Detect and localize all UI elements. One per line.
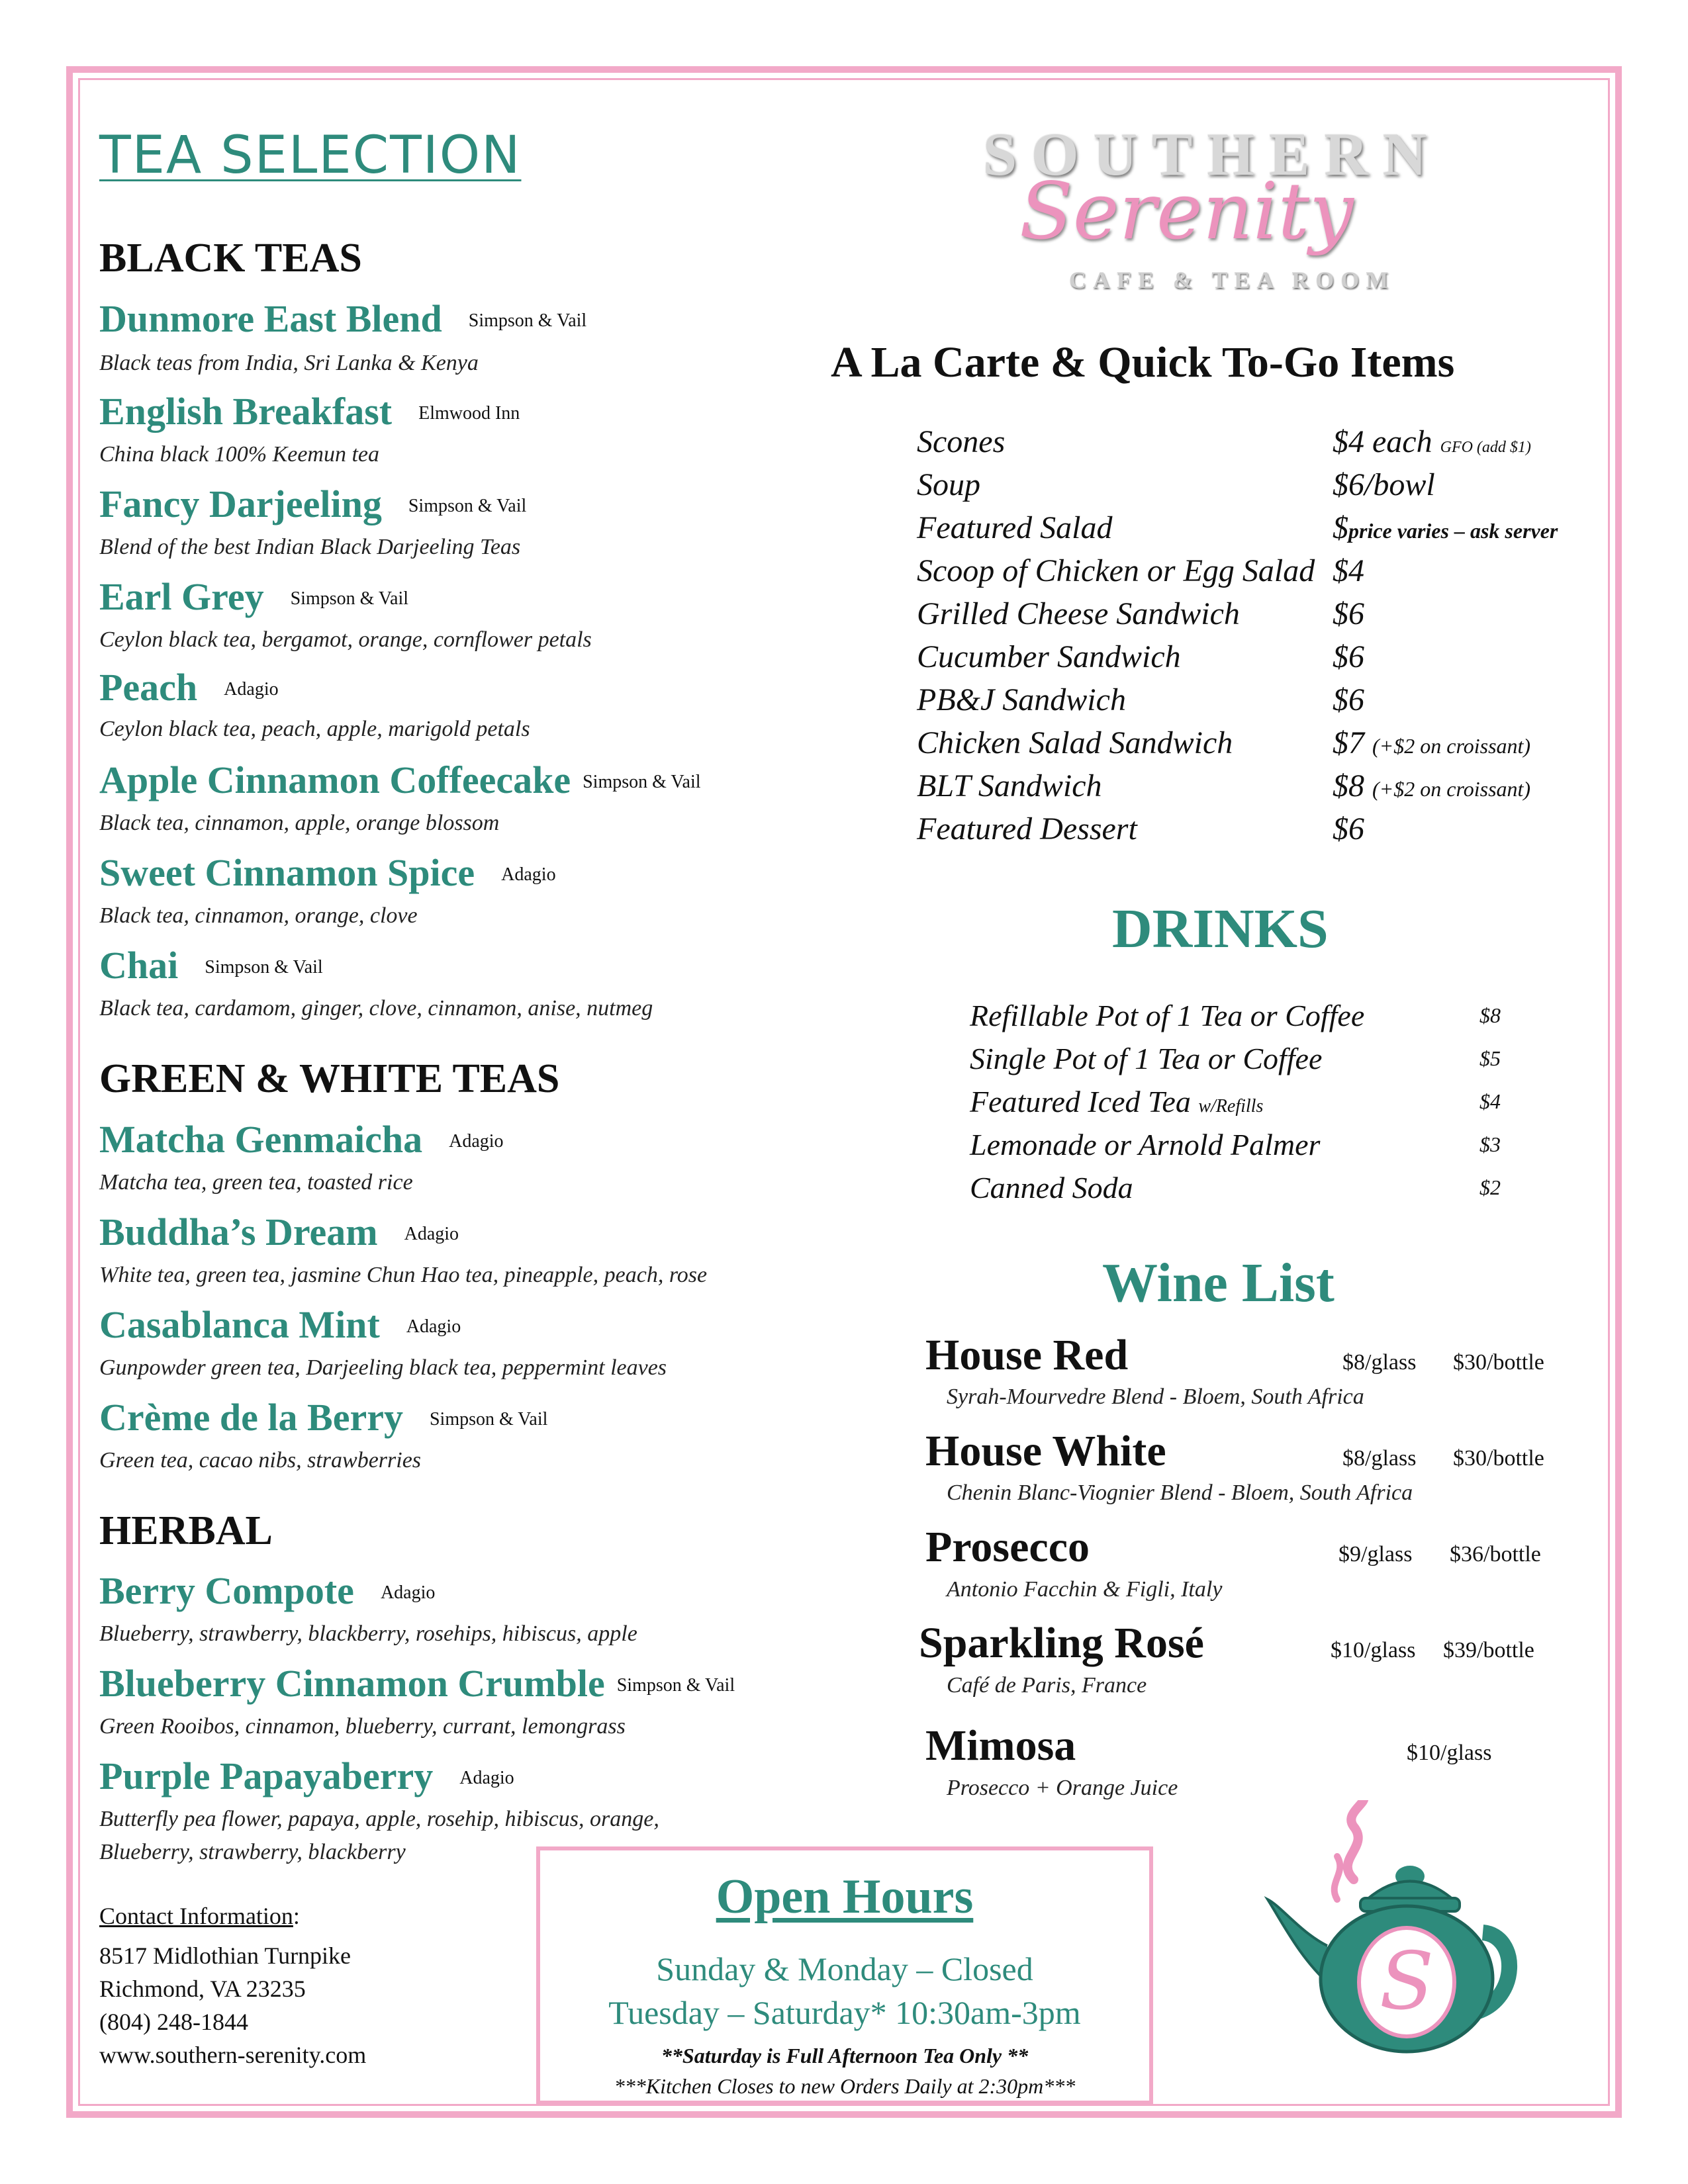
tea-desc: Black teas from India, Sri Lanka & Kenya bbox=[99, 351, 479, 375]
tea-vendor: Simpson & Vail bbox=[205, 957, 323, 978]
tea-desc: Ceylon black tea, bergamot, orange, cornflower petals bbox=[99, 627, 592, 652]
menu-row bbox=[917, 596, 1612, 639]
tea-vendor: Adagio bbox=[380, 1582, 436, 1603]
tea-item bbox=[99, 1569, 435, 1613]
tea-desc: Black tea, cardamom, ginger, clove, cinnamon, anise, nutmeg bbox=[99, 996, 653, 1021]
menu-item-name: Featured Salad bbox=[917, 510, 1113, 545]
contact-website[interactable]: www.southern-serenity.com bbox=[99, 2042, 367, 2068]
menu-row bbox=[917, 811, 1612, 854]
hours-note-saturday: **Saturday is Full Afternoon Tea Only ** bbox=[661, 2044, 1029, 2068]
tea-desc: Ceylon black tea, peach, apple, marigold petals bbox=[99, 717, 530, 741]
herbal-heading: HERBAL bbox=[99, 1508, 273, 1553]
wine-bottle-price: $30/bottle bbox=[1453, 1350, 1544, 1375]
drink-price: $8 bbox=[1479, 1003, 1501, 1027]
menu-item-note: (+$2 on croissant) bbox=[1372, 777, 1531, 801]
tea-name: Crème de la Berry bbox=[99, 1396, 403, 1439]
tea-vendor: Adagio bbox=[404, 1224, 459, 1244]
menu-item-price: $6 bbox=[1333, 682, 1364, 717]
logo-cafe-tea-room: CAFE & TEA ROOM bbox=[1069, 267, 1395, 293]
wine-glass-price: $10/glass bbox=[1407, 1741, 1492, 1765]
wine-desc: Syrah-Mourvedre Blend - Bloem, South Africa bbox=[947, 1385, 1364, 1409]
wine-desc: Café de Paris, France bbox=[947, 1673, 1147, 1698]
tea-vendor: Simpson & Vail bbox=[616, 1675, 735, 1696]
tea-desc: Blend of the best Indian Black Darjeeling Teas bbox=[99, 535, 521, 559]
tea-name: Matcha Genmaicha bbox=[99, 1118, 423, 1161]
drink-price: $2 bbox=[1479, 1175, 1501, 1199]
wine-bottle-price: $30/bottle bbox=[1453, 1446, 1544, 1471]
wine-bottle-price: $36/bottle bbox=[1450, 1542, 1541, 1567]
tea-item bbox=[99, 1661, 735, 1706]
tea-item bbox=[99, 389, 520, 433]
menu-item-name: Grilled Cheese Sandwich bbox=[917, 596, 1240, 631]
wine-glass-price: $8/glass bbox=[1342, 1350, 1417, 1375]
drink-row bbox=[970, 1127, 1513, 1170]
tea-desc: Green Rooibos, cinnamon, blueberry, currant, lemongrass bbox=[99, 1714, 626, 1739]
tea-vendor: Simpson & Vail bbox=[468, 310, 587, 331]
wine-bottle-price: $39/bottle bbox=[1443, 1638, 1534, 1662]
contact-block bbox=[99, 1899, 366, 2071]
menu-item-name: Scones bbox=[917, 424, 1006, 459]
tea-vendor: Adagio bbox=[459, 1768, 514, 1788]
black-teas-heading: BLACK TEAS bbox=[99, 236, 362, 281]
drink-name: Refillable Pot of 1 Tea or Coffee bbox=[970, 999, 1365, 1032]
wine-desc: Antonio Facchin & Figli, Italy bbox=[947, 1577, 1223, 1602]
drinks-list bbox=[970, 998, 1513, 1213]
tea-item bbox=[99, 665, 279, 709]
menu-item-note: (+$2 on croissant) bbox=[1372, 734, 1531, 758]
tea-name: Apple Cinnamon Coffeecake bbox=[99, 758, 571, 801]
teapot-icon bbox=[1254, 1800, 1519, 2078]
tea-name: Blueberry Cinnamon Crumble bbox=[99, 1662, 605, 1705]
menu-row bbox=[917, 424, 1612, 467]
green-white-heading: GREEN & WHITE TEAS bbox=[99, 1056, 560, 1101]
wine-glass-price: $8/glass bbox=[1342, 1446, 1417, 1471]
drink-row bbox=[970, 1170, 1513, 1213]
tea-vendor: Elmwood Inn bbox=[418, 403, 520, 424]
tea-name: Peach bbox=[99, 666, 198, 709]
drink-row bbox=[970, 1041, 1513, 1084]
tea-vendor: Simpson & Vail bbox=[583, 772, 701, 792]
tea-desc-continued: Blueberry, strawberry, blackberry bbox=[99, 1840, 406, 1864]
drink-name: Featured Iced Tea bbox=[970, 1085, 1191, 1118]
wine-name: Mimosa bbox=[925, 1721, 1076, 1770]
tea-item bbox=[99, 574, 408, 619]
tea-item bbox=[99, 850, 556, 895]
menu-item-name: Scoop of Chicken or Egg Salad bbox=[917, 553, 1315, 588]
menu-item-price: $7 bbox=[1333, 725, 1364, 760]
drink-row bbox=[970, 1084, 1513, 1127]
tea-name: Dunmore East Blend bbox=[99, 297, 442, 340]
logo-southern: SOUTHERN bbox=[983, 120, 1442, 188]
tea-name: Casablanca Mint bbox=[99, 1303, 380, 1346]
tea-desc: Matcha tea, green tea, toasted rice bbox=[99, 1170, 413, 1195]
wine-desc: Chenin Blanc-Viognier Blend - Bloem, South Africa bbox=[947, 1480, 1413, 1505]
wine-name: Sparkling Rosé bbox=[919, 1619, 1204, 1667]
menu-item-name: BLT Sandwich bbox=[917, 768, 1102, 803]
menu-item-price: $4 bbox=[1333, 553, 1364, 588]
tea-vendor: Simpson & Vail bbox=[408, 496, 527, 516]
tea-desc: Blueberry, strawberry, blackberry, rosehips, hibiscus, apple bbox=[99, 1621, 637, 1646]
tea-item bbox=[99, 1754, 514, 1798]
contact-title-line: Contact Information: bbox=[99, 1903, 300, 1929]
wine-name: Prosecco bbox=[925, 1523, 1090, 1571]
menu-item-price: $6 bbox=[1333, 639, 1364, 674]
menu-item-name: PB&J Sandwich bbox=[917, 682, 1126, 717]
contact-phone: (804) 248-1844 bbox=[99, 2009, 248, 2035]
menu-item-name: Featured Dessert bbox=[917, 811, 1137, 846]
wine-name: House Red bbox=[925, 1331, 1129, 1379]
drink-name: Lemonade or Arnold Palmer bbox=[970, 1128, 1321, 1161]
drink-name: Canned Soda bbox=[970, 1171, 1133, 1205]
tea-name: English Breakfast bbox=[99, 390, 393, 433]
menu-item-price: $ bbox=[1333, 510, 1348, 545]
drink-note: w/Refills bbox=[1198, 1096, 1264, 1116]
drink-row bbox=[970, 998, 1513, 1041]
menu-row bbox=[917, 553, 1612, 596]
tea-vendor: Adagio bbox=[224, 679, 279, 700]
contact-address1: 8517 Midlothian Turnpike bbox=[99, 1942, 352, 1969]
menu-item-note: price varies – ask server bbox=[1348, 519, 1558, 543]
drink-name: Single Pot of 1 Tea or Coffee bbox=[970, 1042, 1323, 1075]
tea-item bbox=[99, 1302, 461, 1347]
open-hours-title: Open Hours bbox=[716, 1870, 974, 1924]
menu-item-name: Soup bbox=[917, 467, 980, 502]
a-la-carte-title: A La Carte & Quick To-Go Items bbox=[831, 338, 1455, 387]
tea-vendor: Simpson & Vail bbox=[429, 1409, 548, 1430]
tea-name: Earl Grey bbox=[99, 575, 264, 618]
drink-price: $4 bbox=[1479, 1089, 1501, 1113]
tea-desc: White tea, green tea, jasmine Chun Hao tea, pineapple, peach, rose bbox=[99, 1263, 708, 1287]
hours-note-kitchen: ***Kitchen Closes to new Orders Daily at 2:30pm*** bbox=[614, 2074, 1076, 2098]
tea-item bbox=[99, 1395, 547, 1439]
contact-title: Contact Information bbox=[99, 1903, 293, 1929]
menu-item-price: $4 each bbox=[1333, 424, 1432, 459]
tea-name: Buddha’s Dream bbox=[99, 1210, 378, 1253]
tea-item bbox=[99, 1210, 459, 1254]
tea-name: Chai bbox=[99, 944, 179, 987]
tea-vendor: Adagio bbox=[406, 1316, 461, 1337]
logo-serenity: Serenity bbox=[1019, 165, 1354, 257]
tea-desc: Butterfly pea flower, papaya, apple, rosehip, hibiscus, orange, bbox=[99, 1807, 659, 1831]
hours-line-closed: Sunday & Monday – Closed bbox=[656, 1950, 1033, 1987]
menu-item-price: $8 bbox=[1333, 768, 1364, 803]
menu-row bbox=[917, 467, 1612, 510]
wine-desc: Prosecco + Orange Juice bbox=[947, 1776, 1178, 1800]
menu-row bbox=[917, 682, 1612, 725]
contact-address2: Richmond, VA 23235 bbox=[99, 1976, 306, 2002]
open-hours-box bbox=[536, 1846, 1153, 2105]
menu-item-note: GFO (add $1) bbox=[1440, 439, 1531, 456]
menu-item-name: Cucumber Sandwich bbox=[917, 639, 1181, 674]
tea-desc: Black tea, cinnamon, apple, orange blossom bbox=[99, 811, 500, 835]
tea-vendor: Adagio bbox=[449, 1131, 504, 1152]
tea-selection-title: TEA SELECTION bbox=[99, 126, 522, 185]
drinks-title: DRINKS bbox=[1112, 898, 1329, 960]
menu-item-price: $6 bbox=[1333, 811, 1364, 846]
drink-price: $3 bbox=[1479, 1132, 1501, 1156]
wine-glass-price: $10/glass bbox=[1331, 1638, 1416, 1662]
menu-item-price: $6/bowl bbox=[1333, 467, 1435, 502]
drink-price: $5 bbox=[1479, 1046, 1501, 1070]
svg-text:S: S bbox=[1379, 1936, 1434, 2028]
tea-item bbox=[99, 1117, 504, 1161]
tea-vendor: Adagio bbox=[501, 864, 556, 885]
wine-glass-price: $9/glass bbox=[1338, 1542, 1413, 1567]
menu-row bbox=[917, 510, 1612, 553]
tea-vendor: Simpson & Vail bbox=[290, 588, 409, 609]
menu-item-name: Chicken Salad Sandwich bbox=[917, 725, 1233, 760]
menu-row bbox=[917, 768, 1612, 811]
wine-list-title: Wine List bbox=[1102, 1252, 1335, 1314]
tea-desc: Gunpowder green tea, Darjeeling black tea, peppermint leaves bbox=[99, 1355, 667, 1380]
tea-item bbox=[99, 758, 701, 802]
menu-row bbox=[917, 639, 1612, 682]
wine-name: House White bbox=[925, 1427, 1166, 1475]
tea-desc: Green tea, cacao nibs, strawberries bbox=[99, 1448, 422, 1473]
tea-desc: China black 100% Keemun tea bbox=[99, 442, 380, 467]
a-la-carte-list bbox=[917, 424, 1612, 854]
tea-name: Purple Papayaberry bbox=[99, 1754, 434, 1797]
menu-row bbox=[917, 725, 1612, 768]
menu-item-price: $6 bbox=[1333, 596, 1364, 631]
tea-name: Berry Compote bbox=[99, 1569, 354, 1612]
hours-line-open: Tuesday – Saturday* 10:30am-3pm bbox=[608, 1994, 1081, 2031]
tea-name: Fancy Darjeeling bbox=[99, 482, 382, 525]
tea-name: Sweet Cinnamon Spice bbox=[99, 851, 475, 894]
tea-item bbox=[99, 296, 586, 341]
tea-item bbox=[99, 943, 323, 987]
tea-item bbox=[99, 482, 526, 526]
tea-desc: Black tea, cinnamon, orange, clove bbox=[99, 903, 418, 928]
